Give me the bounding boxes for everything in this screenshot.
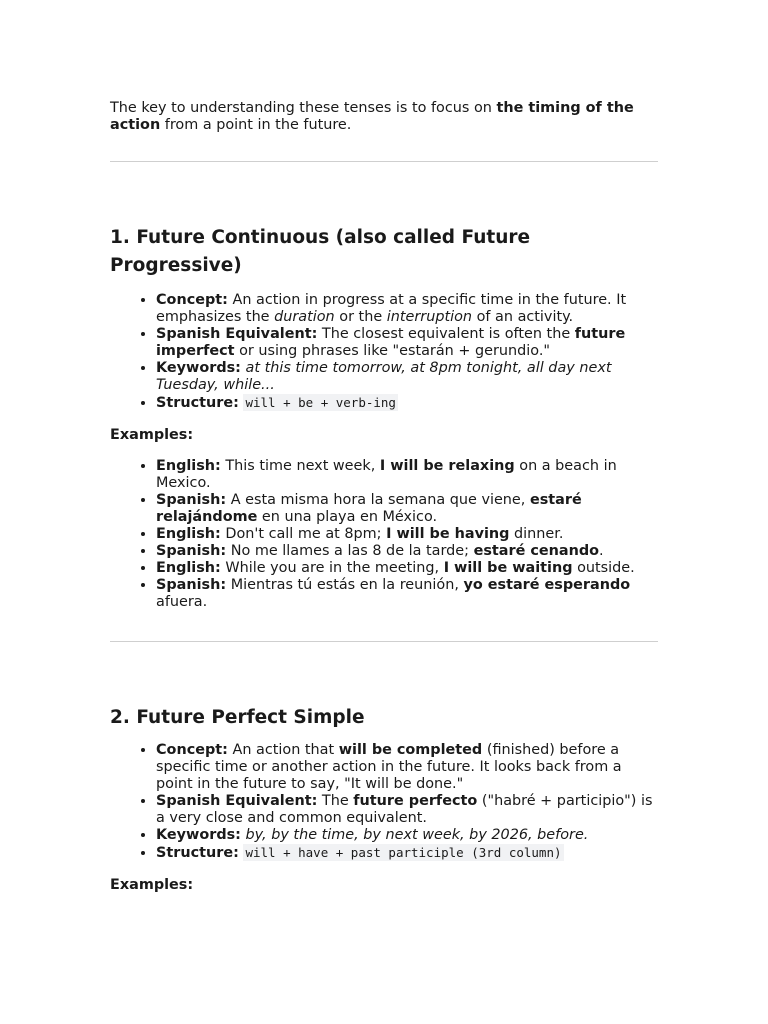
section1-structure-code: will + be + verb-ing [245, 395, 396, 410]
example-item: • English: While you are in the meeting, I will be waiting outside. [156, 560, 658, 577]
section2-examples-label: Examples: [110, 877, 194, 893]
divider-1 [110, 161, 658, 162]
section2-structure: • Structure: will + have + past participle (3rd column) [156, 844, 658, 862]
section2-spanish-equivalent: • Spanish Equivalent: The future perfecto ("habré + participio") is a very close and common equivalent. [156, 793, 658, 827]
section1-keywords: • Keywords: at this time tomorrow, at 8pm tonight, all day next Tuesday, while... [156, 360, 658, 394]
example-item: • Spanish: Mientras tú estás en la reunión, yo estaré esperando afuera. [156, 577, 658, 611]
document-body [110, 100, 658, 894]
section1-concept: • Concept: An action in progress at a specific time in the future. It emphasizes the duration or the interruption of an activity. [156, 292, 658, 326]
section1-heading: 1. Future Continuous (also called Future Progressive) [110, 227, 531, 276]
section2-heading: 2. Future Perfect Simple [110, 707, 365, 728]
section2-bullets [110, 742, 658, 862]
section1-examples-list [110, 458, 658, 611]
divider-2 [110, 641, 658, 642]
section1-spanish-equivalent: • Spanish Equivalent: The closest equivalent is often the future imperfect or using phrases like "estarán + gerundio." [156, 326, 658, 360]
section2-keywords: • Keywords: by, by the time, by next week, by 2026, before. [156, 827, 658, 844]
section1-bullets [110, 292, 658, 412]
section2-concept: • Concept: An action that will be completed (finished) before a specific time or another action in the future. It looks back from a point in the future to say, "It will be done." [156, 742, 658, 793]
section2-structure-code: will + have + past participle (3rd column) [245, 845, 562, 860]
example-item: • English: Don't call me at 8pm; I will be having dinner. [156, 526, 658, 543]
example-item: • Spanish: A esta misma hora la semana que viene, estaré relajándome en una playa en México. [156, 492, 658, 526]
example-item: • English: This time next week, I will be relaxing on a beach in Mexico. [156, 458, 658, 492]
intro-paragraph: The key to understanding these tenses is to focus on the timing of the action from a point in the future. [110, 100, 634, 133]
section1-structure: • Structure: will + be + verb-ing [156, 394, 658, 412]
example-item: • Spanish: No me llames a las 8 de la tarde; estaré cenando. [156, 543, 658, 560]
section1-examples-label: Examples: [110, 427, 194, 443]
